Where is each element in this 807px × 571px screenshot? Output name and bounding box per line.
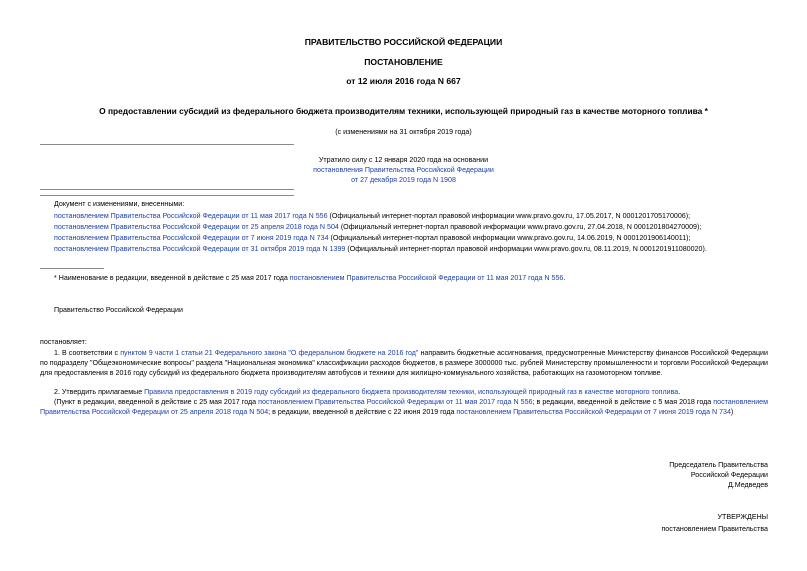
rules-link[interactable]: Правила предоставления в 2019 году субсидий из федерального бюджета производителям техники, использующей природный газ в качестве моторного топлива <box>144 388 679 396</box>
change-link[interactable]: постановлением Правительства Российской Федерации от 31 октября 2019 года N 1399 <box>54 245 346 253</box>
resolves-label: постановляет: <box>40 338 87 346</box>
paragraph-2 <box>54 387 768 397</box>
paragraph-text: (Пункт в редакции, введенной в действие с 25 мая 2017 года <box>54 398 259 406</box>
signature-name: Д.Медведев <box>727 481 768 489</box>
status-link-date[interactable]: от 27 декабря 2019 года N 1908 <box>351 176 456 184</box>
change-link[interactable]: постановлением Правительства Российской Федерации от 25 апреля 2018 года N 504 <box>54 223 339 231</box>
amendment-link-734[interactable]: постановлением Правительства Российской Федерации от 7 июня 2019 года N 734 <box>456 408 731 416</box>
amendment-note: (с изменениями на 31 октября 2019 года) <box>335 128 472 136</box>
federal-law-link[interactable]: пунктом 9 части 1 статьи 21 Федерального закона "О федеральном бюджете на 2016 год" <box>120 349 419 357</box>
document-date-number: от 12 июля 2016 года N 667 <box>346 76 461 86</box>
list-item <box>54 211 774 221</box>
amendment-link-504[interactable]: постановлением Правительства Российской Федерации от 25 апреля 2018 года N 504 <box>40 398 768 416</box>
paragraph-text: . <box>678 388 681 396</box>
paragraph-text: 1. В соответствии с <box>54 349 121 357</box>
changes-intro: Документ с изменениями, внесенными: <box>54 200 185 208</box>
footnote-end: . <box>563 274 566 282</box>
document-title: О предоставлении субсидий из федерального бюджета производителям техники, использующей природный газ в качестве моторного топлива * <box>99 106 708 116</box>
list-item <box>54 222 774 232</box>
paragraph-text: направить бюджетные ассигнования, предусмотренные Министерству финансов Российской Федерации по подразделу "Общеэкономические вопросы" раздела "Национальная экономика" классификации расходов бюджетов, в размере 3000000 тыс. рублей Министерству промышленности и торговли Российской Федерации для предоставления в 2016 году субсидий из федерального бюджета производителям автобусов и техники для жилищно-коммунального хозяйства, работающих на газомоторном топливе. <box>40 349 768 377</box>
approved-block <box>468 512 768 534</box>
footnote-link[interactable]: постановлением Правительства Российской Федерации от 11 мая 2017 года N 556 <box>289 274 564 282</box>
divider-line <box>40 144 294 145</box>
amendment-link-556[interactable]: постановлением Правительства Российской Федерации от 11 мая 2017 года N 556 <box>258 398 533 406</box>
paragraph-text: ; в редакции, введенной в действие с 5 мая 2018 года <box>532 398 714 406</box>
change-source: (Официальный интернет-портал правовой информации www.pravo.gov.ru, 17.05.2017, N 0001201705170006); <box>327 212 691 220</box>
footnote-text: * Наименование в редакции, введенной в действие с 25 мая 2017 года <box>54 274 290 282</box>
paragraph-3 <box>40 397 768 417</box>
government-heading: ПРАВИТЕЛЬСТВО РОССИЙСКОЙ ФЕДЕРАЦИИ <box>304 37 503 47</box>
change-source: (Официальный интернет-портал правовой информации www.pravo.gov.ru, 08.11.2019, N 0001201911080020). <box>345 245 707 253</box>
footnote <box>54 273 774 283</box>
changes-block <box>54 199 774 254</box>
paragraph-text: ) <box>730 408 734 416</box>
change-link[interactable]: постановлением Правительства Российской Федерации от 7 июня 2019 года N 734 <box>54 234 329 242</box>
change-source: (Официальный интернет-портал правовой информации www.pravo.gov.ru, 14.06.2019, N 0001201906140011); <box>328 234 691 242</box>
divider-line <box>40 189 294 190</box>
paragraph-text: 2. Утвердить прилагаемые <box>54 388 145 396</box>
list-item <box>54 244 774 254</box>
approved-label: УТВЕРЖДЕНЫ <box>717 513 768 521</box>
status-line: Утратило силу с 12 января 2020 года на основании <box>318 156 489 164</box>
status-link-resolution[interactable]: постановления Правительства Российской Федерации <box>313 166 494 174</box>
footnote-divider <box>40 268 104 269</box>
change-source: (Официальный интернет-портал правовой информации www.pravo.gov.ru, 27.04.2018, N 0001201804270009); <box>338 223 702 231</box>
divider-line <box>40 195 294 196</box>
document-type: ПОСТАНОВЛЕНИЕ <box>364 57 443 67</box>
paragraph-text: ; в редакции, введенной в действие с 22 июня 2019 года <box>268 408 457 416</box>
approved-by: постановлением Правительства <box>661 525 768 533</box>
signature-block <box>468 460 768 490</box>
list-item <box>54 233 774 243</box>
government-reference: Правительство Российской Федерации <box>54 306 183 314</box>
change-link[interactable]: постановлением Правительства Российской Федерации от 11 мая 2017 года N 556 <box>54 212 328 220</box>
signature-subtitle: Российской Федерации <box>690 471 768 479</box>
signature-title: Председатель Правительства <box>669 461 768 469</box>
paragraph-1 <box>40 348 768 378</box>
